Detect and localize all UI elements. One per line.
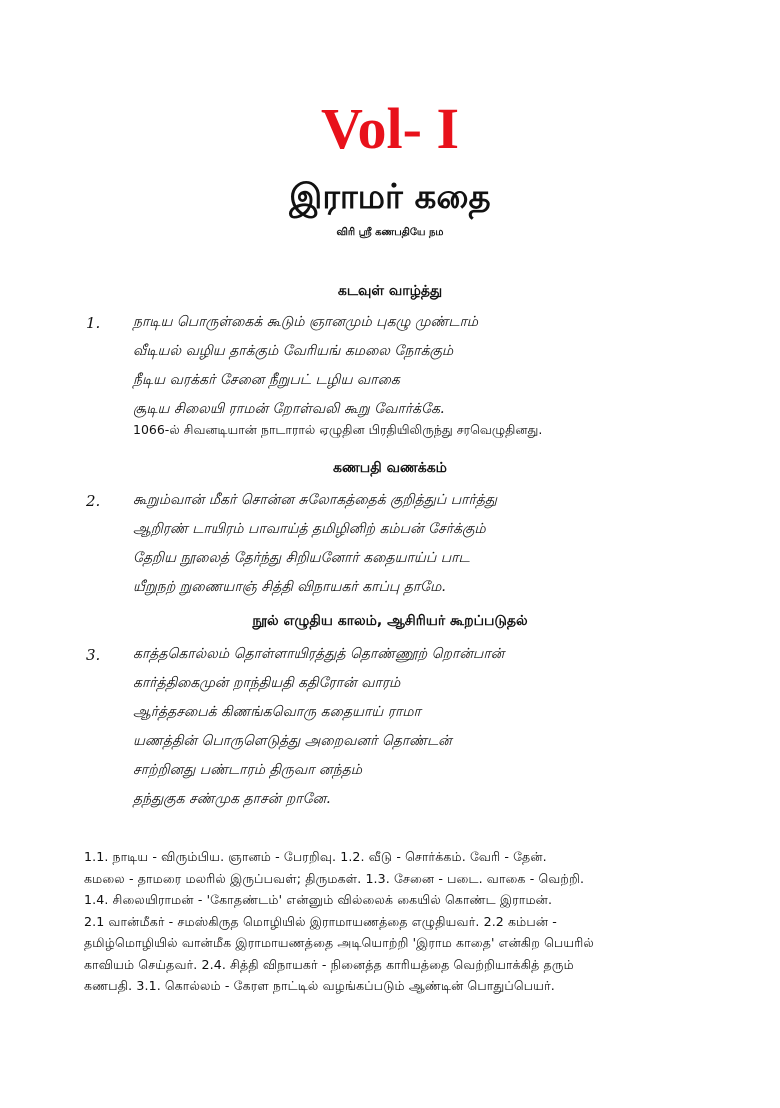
volume-title: Vol- I [320, 96, 460, 161]
verse-2 [133, 489, 693, 605]
verse-1 [133, 311, 693, 427]
verse-line: யணத்தின் பொருளெடுத்து அறைவனர் தொண்டன் [133, 733, 452, 749]
verse-line: ஆறிரண் டாயிரம் பாவாய்த் தமிழினிற் கம்பன் சேர்க்கும் [133, 521, 486, 537]
source-note: 1066-ல் சிவனடியான் நாடாரால் ஏழுதின பிரதியிலிருந்து சரவெழுதினது. [133, 422, 543, 437]
section-heading-ganapati: கணபதி வணக்கம் [333, 460, 447, 476]
footnote-line: 1.4. சிலையிராமன் - 'கோதண்டம்' என்னும் வில்லைக் கையில் கொண்ட இராமன். [84, 892, 553, 907]
footnote-line: தமிழ்மொழியில் வான்மீக இராமாயணத்தை அடியொற்றி 'இராம காதை' என்கிற பெயரில் [84, 935, 594, 950]
verse-line: நீடிய வரக்கர் சேனை நீறுபட் டழிய வாகை [133, 372, 400, 388]
verse-line: ஆர்த்தசபைக் கிணங்கவொரு கதையாய் ராமா [133, 704, 421, 720]
verse-line: நாடிய பொருள்கைக் கூடும் ஞானமும் புகழு முண்டாம் [133, 314, 479, 330]
verse-line: சாற்றினது பண்டாரம் திருவா னந்தம் [133, 762, 362, 778]
verse-number-3: 3. [86, 646, 101, 664]
verse-line: வீடியல் வழிய தாக்கும் வேரியங் கமலை நோக்கும் [133, 343, 454, 359]
section-heading-authorship: நூல் எழுதிய காலம், ஆசிரியர் கூறப்படுதல் [252, 613, 528, 629]
footnote-line: கணபதி. 3.1. கொல்லம் - கேரள நாட்டில் வழங்கப்படும் ஆண்டின் பொதுப்பெயர். [84, 978, 555, 993]
footnote-line: 2.1 வான்மீகர் - சமஸ்கிருத மொழியில் இராமாயணத்தை எழுதியவர். 2.2 கம்பன் - [84, 913, 557, 929]
section-heading-invocation: கடவுள் வாழ்த்து [337, 283, 443, 299]
footnote-line: 1.1. நாடிய - விரும்பிய. ஞானம் - பேரறிவு. 1.2. வீடு - சொர்க்கம். வேரி - தேன். [84, 849, 547, 864]
book-title: இராமர் கதை [289, 177, 491, 217]
verse-number-1: 1. [86, 314, 101, 332]
footnotes [84, 846, 708, 997]
footnote-line: கமலை - தாமரை மலரில் இருப்பவள்; திருமகள். 1.3. சேனை - படை. வாகை - வெற்றி. [84, 870, 585, 886]
verse-number-2: 2. [86, 492, 101, 510]
verse-3 [133, 643, 693, 817]
verse-line: கூறும்வான் மீகர் சொன்ன சுலோகத்தைக் குறித்துப் பார்த்து [133, 492, 498, 508]
verse-line: காத்தகொல்லம் தொள்ளாயிரத்துத் தொண்ணூற் றொன்பான் [133, 646, 505, 662]
verse-line: தந்துகுக சண்முக தாசன் றானே. [133, 791, 331, 807]
footnote-line: காவியம் செய்தவர். 2.4. சித்தி விநாயகர் - நினைத்த காரியத்தை வெற்றியாக்கித் தரும் [84, 956, 574, 972]
verse-line: யீறுநற் றுணையாஞ் சித்தி விநாயகர் காப்பு தாமே. [133, 579, 446, 595]
verse-line: தேறிய நூலைத் தேர்ந்து சிறியனோர் கதையாய்ப் பாட [133, 550, 470, 566]
verse-line: கார்த்திகைமுன் றாந்தியதி கதிரோன் வாரம் [133, 675, 401, 691]
verse-line: சூடிய சிலையி ராமன் றோள்வலி கூறு வோர்க்கே. [133, 401, 445, 417]
invocation-line: விரி ஸ்ரீ கணபதியே நம [336, 227, 444, 238]
